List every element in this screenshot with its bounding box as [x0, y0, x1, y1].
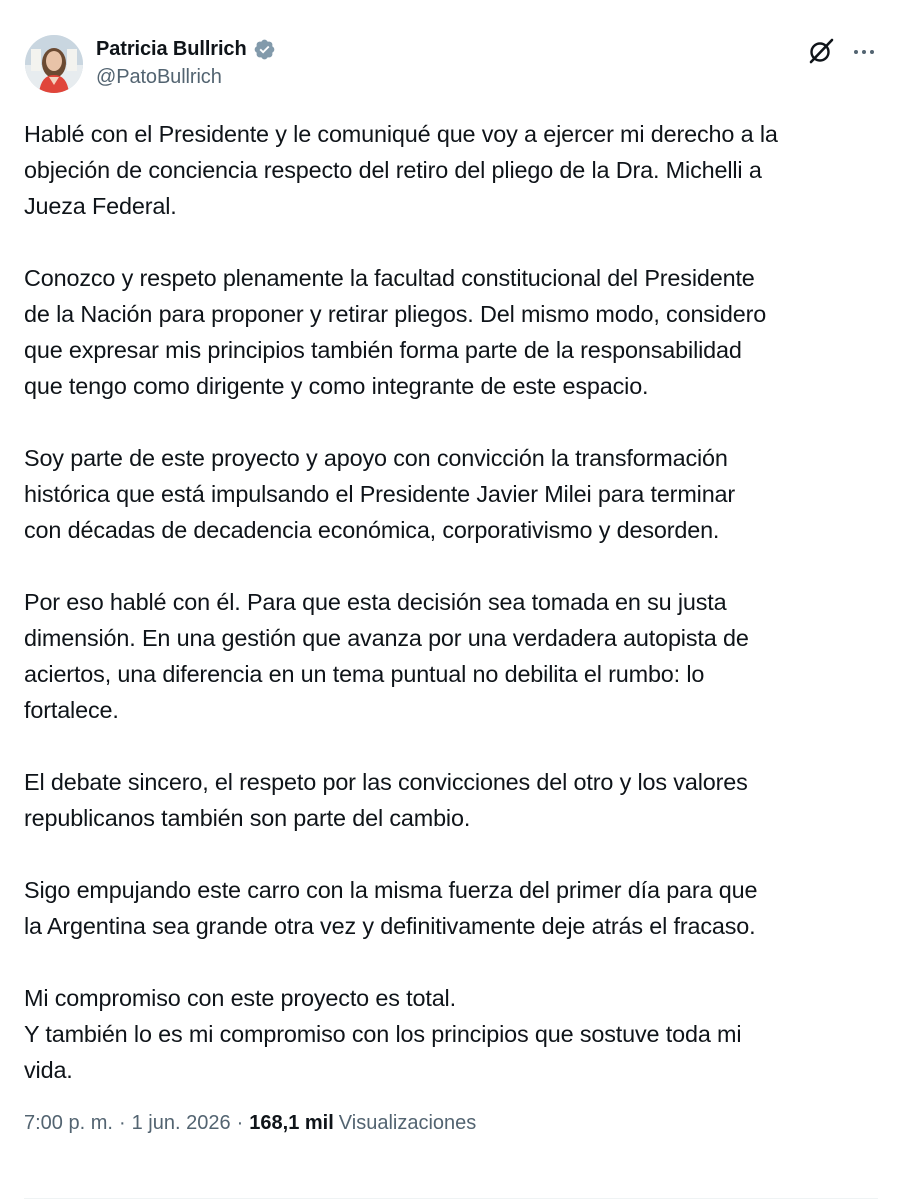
tweet-actions: [808, 38, 878, 64]
tweet-time[interactable]: 7:00 p. m.: [24, 1112, 113, 1134]
tweet-card: [24, 34, 878, 1134]
tweet-date[interactable]: 1 jun. 2026: [131, 1112, 231, 1134]
author-avatar[interactable]: [25, 35, 83, 93]
meta-separator: ·: [118, 1112, 126, 1134]
tweet-metadata: [24, 1112, 476, 1135]
meta-separator: ·: [236, 1112, 244, 1134]
author-info: [96, 36, 276, 89]
more-options-icon[interactable]: [850, 41, 878, 61]
profile-photo-icon: [25, 35, 83, 93]
views-count[interactable]: 168,1 mil: [249, 1112, 334, 1134]
tweet-header: [24, 34, 878, 96]
verified-badge-icon[interactable]: [253, 38, 276, 61]
author-display-name[interactable]: Patricia Bullrich: [96, 37, 247, 60]
author-handle[interactable]: @PatoBullrich: [96, 66, 222, 88]
views-label[interactable]: Visualizaciones: [338, 1112, 477, 1134]
grok-icon[interactable]: [808, 38, 834, 64]
author-name-row: [96, 36, 276, 62]
tweet-text: Hablé con el Presidente y le comuniqué que voy a ejercer mi derecho a la objeción de conciencia respecto del retiro del pliego de la Dra. Michelli a Jueza Federal. Conozco y respeto plenamente la facultad constitucional del Presidente de la Nación para proponer y retirar pliegos. Del mismo modo, considero que expresar mis principios también forma parte de la responsabilidad que tengo como dirigente y como integrante de este espacio. Soy parte de este proyecto y apoyo con convicción la transformación histórica que está impulsando el Presidente Javier Milei para terminar con décadas de decadencia económica, corporativismo y desorden. Por eso hablé con él. Para que esta decisión sea tomada en su justa dimensión. En una gestión que avanza por una verdadera autopista de aciertos, una diferencia en un tema puntual no debilita el rumbo: lo fortalece. El debate sincero, el respeto por las convicciones del otro y los valores republicanos también son parte del cambio. Sigo empujando este carro con la misma fuerza del primer día para que la Argentina sea grande otra vez y definitivamente deje atrás el fracaso. Mi compromiso con este proyecto es total. Y también lo es mi compromiso con los principios que sostuve toda mi vida.: [24, 121, 778, 1083]
